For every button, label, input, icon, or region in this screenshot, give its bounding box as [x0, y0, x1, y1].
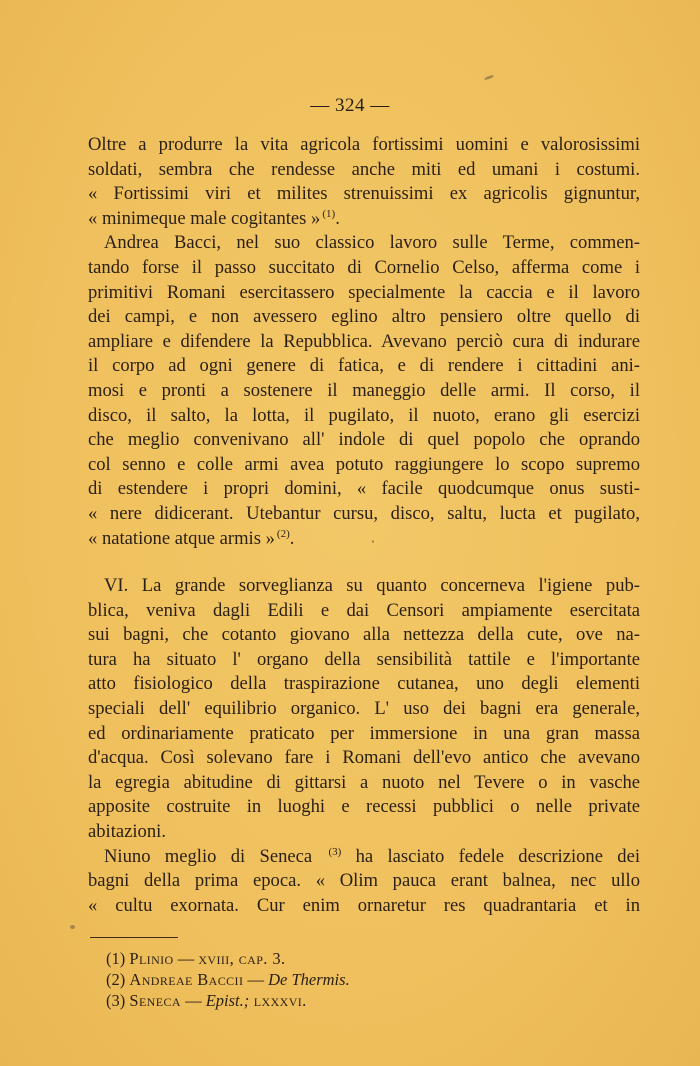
text-line: tura ha situato l' organo della sensibilità tattile e l'importante — [88, 648, 640, 670]
text-line: « Fortissimi viri et milites strenuissimi ex agricolis gignuntur, — [88, 183, 640, 205]
text-line: primitivi Romani esercitassero specialmente la caccia e il lavoro — [88, 281, 640, 303]
text-line: ed ordinariamente praticato per immersione in una gran massa — [88, 722, 640, 744]
paragraph-block-2 — [88, 574, 640, 918]
footnote-ref-2: (2) — [276, 527, 290, 540]
text-line: Niuno meglio di Seneca $^{(3)}$ ha lasciato fedele descrizione dei — [104, 845, 640, 867]
text-line: Andrea Bacci, nel suo classico lavoro sulle Terme, commen- — [104, 232, 640, 254]
text-line: sui bagni, che cotanto giovano alla nettezza della cute, ove na- — [88, 624, 640, 646]
ink-speck — [372, 540, 374, 543]
footnote-ref-3: (3) — [328, 845, 342, 858]
text-line: il corpo ad ogni genere di fatica, e di rendere i cittadini ani- — [88, 355, 640, 377]
text-line: Oltre a produrre la vita agricola fortissimi uomini e valorosissimi — [88, 134, 640, 155]
text-line: abitazioni. — [88, 820, 166, 842]
text-line: « natatione atque armis » $^{(2)}$. — [88, 527, 295, 549]
ink-speck — [70, 925, 75, 929]
text-line: ampliare e difendere la Repubblica. Avevano perciò cura di indurare — [88, 330, 640, 352]
text-line: « minimeque male cogitantes » $^{(1)}$. — [88, 207, 340, 229]
text-line: « cultu exornata. Cur enim ornaretur res quadrantaria et in — [88, 894, 640, 916]
text-line: disco, il salto, la lotta, il pugilato, il nuoto, erano gli esercizi — [88, 404, 640, 426]
section-heading-line: VI. La grande sorveglianza su quanto concerneva l'igiene pub- — [104, 575, 640, 596]
text-line: atto fisiologico della traspirazione cutanea, uno degli elementi — [88, 673, 640, 695]
footnote-divider — [90, 937, 178, 938]
text-line: « nere didicerant. Utebantur cursu, disco, saltu, lucta et pugilato, — [88, 502, 640, 524]
text-line: tando forse il passo succitato di Cornelio Celso, afferma come i — [88, 256, 640, 278]
footnotes — [106, 948, 586, 1011]
text-line: la egregia abitudine di gittarsi a nuoto nel Tevere o in vasche — [88, 771, 640, 793]
ink-speck — [484, 74, 494, 80]
footnote-2: (2) Andreae Baccii — De Thermis. — [106, 970, 350, 989]
text-line: bagni della prima epoca. « Olim pauca erant balnea, nec ullo — [88, 870, 640, 892]
footnote-ref-1: (1) — [322, 207, 336, 220]
text-line: soldati, sembra che rendesse anche miti ed umani i costumi. — [88, 158, 640, 180]
text-line: mosi e pronti a sostenere il maneggio delle armi. Il corso, il — [88, 379, 640, 401]
footnote-1: (1) Plinio — xviii, cap. 3. — [106, 949, 286, 968]
text-line: dei campi, e non avessero eglino altro pensiero oltre quello di — [88, 306, 640, 328]
footnote-3: (3) Seneca — Epist.; lxxxvi. — [106, 991, 307, 1010]
text-line: apposite costruite in luoghi e recessi pubblici o nelle private — [88, 796, 640, 818]
text-line: d'acqua. Così solevano fare i Romani dell'evo antico che avevano — [88, 747, 640, 769]
page-number: — 324 — — [310, 95, 390, 116]
text-line: speciali dell' equilibrio organico. L' uso dei bagni era generale, — [88, 697, 640, 719]
text-line: che meglio convenivano all' indole di quel popolo che oprando — [88, 429, 640, 451]
text-line: col senno e colle armi avea potuto raggiungere lo scopo supremo — [88, 453, 640, 475]
paragraph-block-1 — [88, 133, 640, 551]
text-line: di estendere i propri domini, « facile quodcumque onus susti- — [88, 478, 640, 500]
text-line: blica, veniva dagli Edili e dai Censori ampiamente esercitata — [88, 599, 640, 621]
